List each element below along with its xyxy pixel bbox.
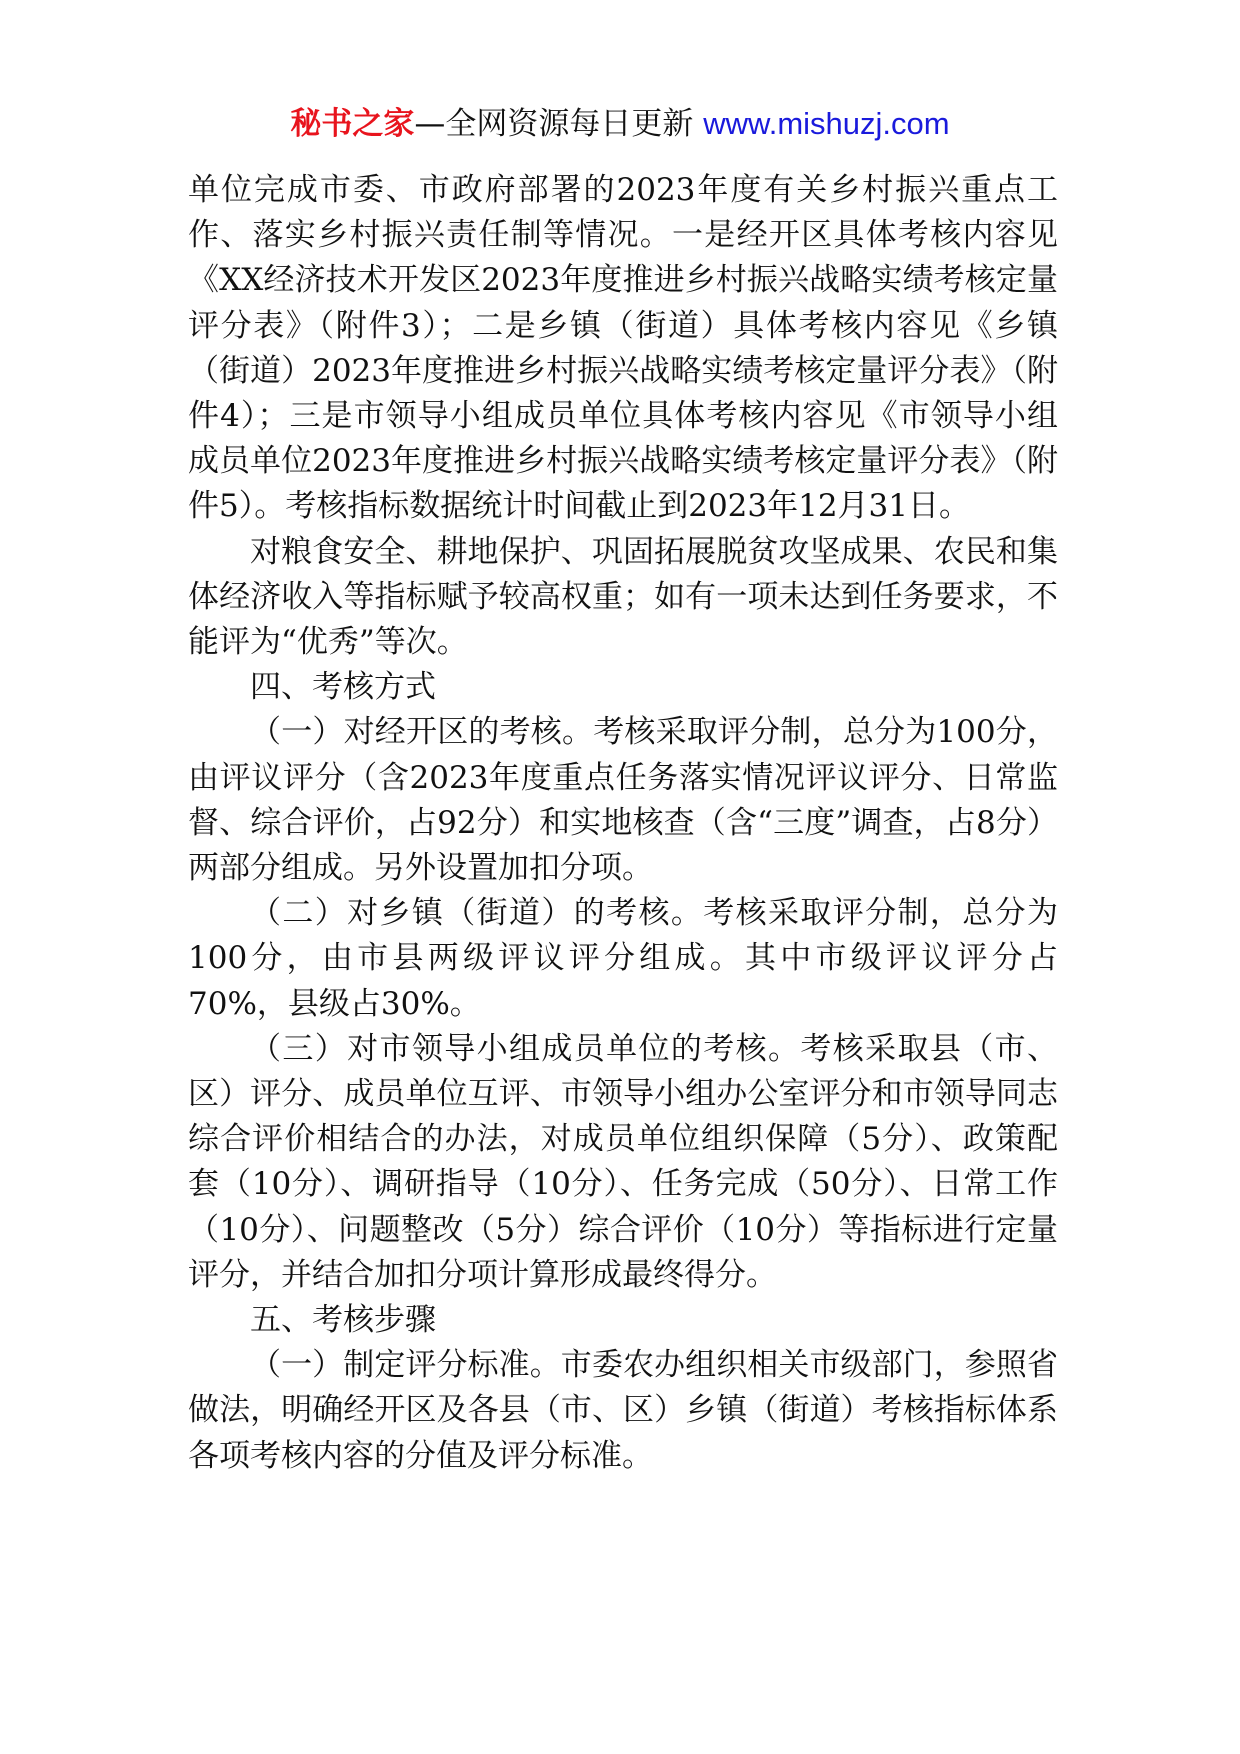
paragraph-method-member-units: （三）对市领导小组成员单位的考核。考核采取县（市、区）评分、成员单位互评、市领导小组办公室评分和市领导同志综合评价相结合的办法，对成员单位组织保障（5分）、政策配套（10分）、调研指导（10分）、任务完成（50分）、日常工作（10分）、问题整改（5分）综合评价（10分）等指标进行定量评分，并结合加扣分项计算形成最终得分。 <box>188 1030 1058 1293</box>
site-url-link[interactable]: www.mishuzj.com <box>703 106 950 141</box>
site-header <box>0 100 1240 148</box>
site-tagline: —全网资源每日更新 <box>414 106 694 142</box>
section-heading-assessment-steps: 五、考核步骤 <box>250 1302 436 1339</box>
paragraph-method-townships: （二）对乡镇（街道）的考核。考核采取评分制，总分为100分，由市县两级评议评分组成。其中市级评议评分占70%，县级占30%。 <box>188 895 1058 1022</box>
section-heading-assessment-method: 四、考核方式 <box>250 669 436 706</box>
paragraph-step-scoring-standard: （一）制定评分标准。市委农办组织相关市级部门，参照省做法，明确经开区及各县（市、区）乡镇（街道）考核指标体系各项考核内容的分值及评分标准。 <box>188 1347 1058 1474</box>
site-brand: 秘书之家 <box>290 106 415 142</box>
document-body <box>188 168 1058 1479</box>
paragraph-method-development-zone: （一）对经开区的考核。考核采取评分制，总分为100分，由评议评分（含2023年度重点任务落实情况评议评分、日常监督、综合评价，占92分）和实地核查（含“三度”调查，占8分）两部分组成。另外设置加扣分项。 <box>188 714 1058 887</box>
paragraph-weighting: 对粮食安全、耕地保护、巩固拓展脱贫攻坚成果、农民和集体经济收入等指标赋予较高权重；如有一项未达到任务要求，不能评为“优秀”等次。 <box>188 533 1058 661</box>
paragraph-assessment-content: 单位完成市委、市政府部署的2023年度有关乡村振兴重点工作、落实乡村振兴责任制等情况。一是经开区具体考核内容见《XX经济技术开发区2023年度推进乡村振兴战略实绩考核定量评分表》（附件3）；二是乡镇（街道）具体考核内容见《乡镇（街道）2023年度推进乡村振兴战略实绩考核定量评分表》（附件4）；三是市领导小组成员单位具体考核内容见《市领导小组成员单位2023年度推进乡村振兴战略实绩考核定量评分表》（附件5）。考核指标数据统计时间截止到2023年12月31日。 <box>188 172 1058 525</box>
